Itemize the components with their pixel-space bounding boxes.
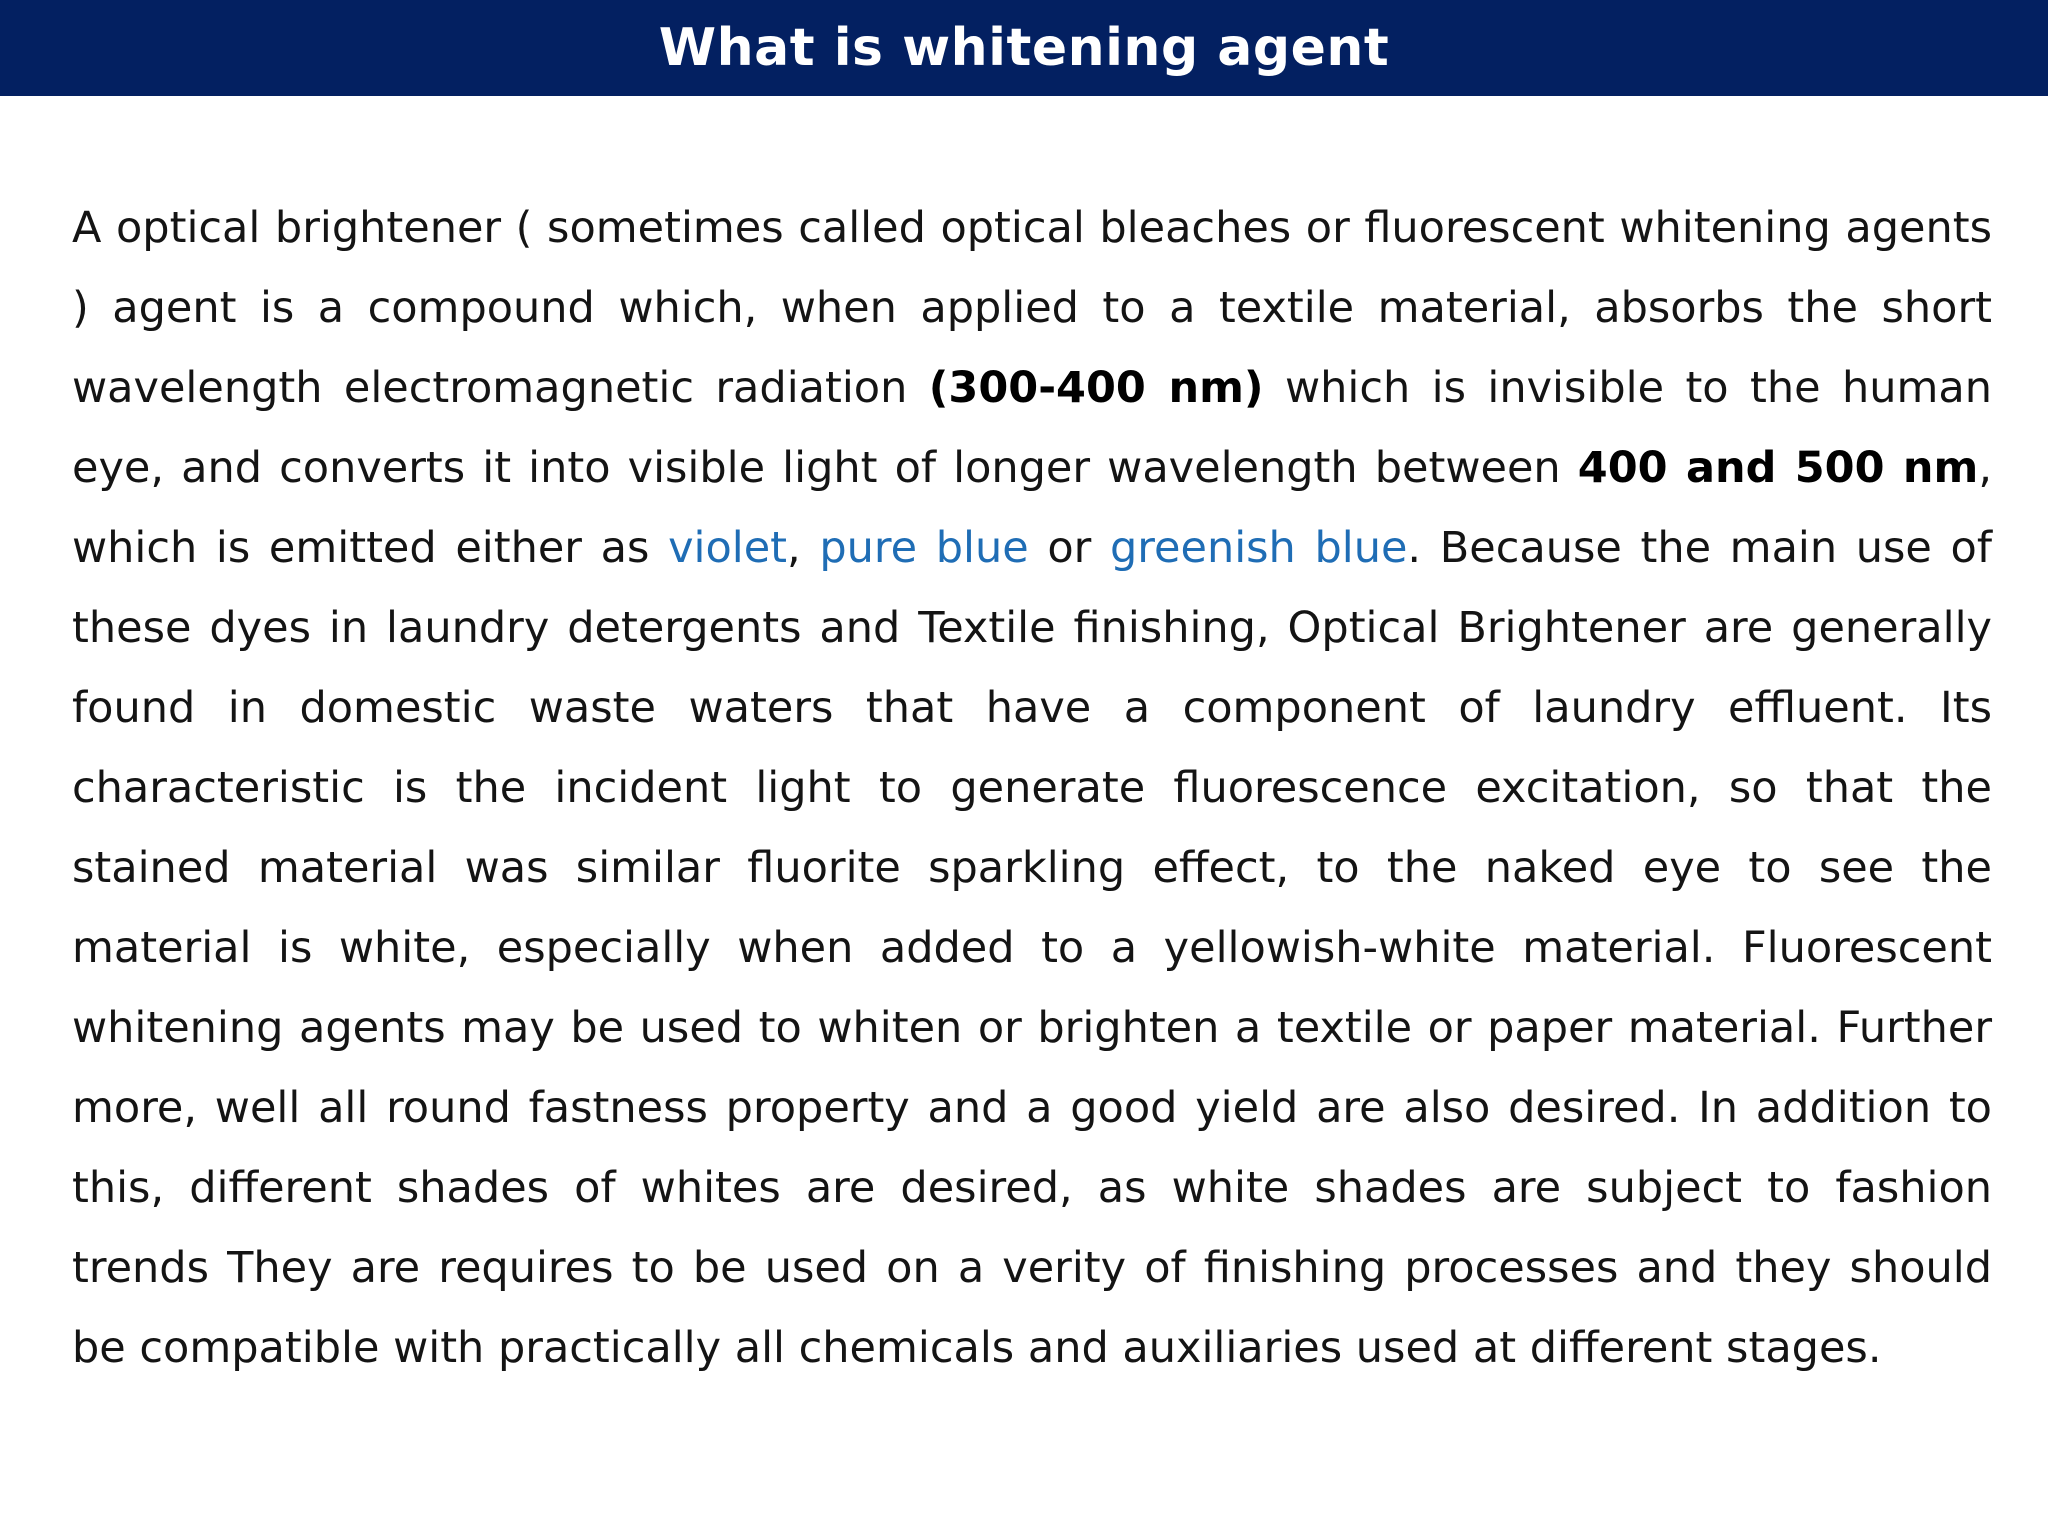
slide-title: What is whitening agent xyxy=(658,18,1390,78)
color-term-greenish-blue: greenish blue xyxy=(1110,523,1408,573)
color-term-pure-blue: pure blue xyxy=(819,523,1029,573)
body-paragraph xyxy=(72,188,1992,1388)
body-text-segment: , which is emitted either as xyxy=(72,443,1992,573)
body-text-segment: which is invisible to the human eye, and converts it into visible light of longer wavelength between xyxy=(72,363,1992,493)
title-bar xyxy=(0,0,2048,96)
wavelength-range-visible: 400 and 500 nm xyxy=(1577,443,1979,493)
body-text-segment: , xyxy=(787,523,820,573)
color-term-violet: violet xyxy=(668,523,788,573)
body-text-segment: . Because the main use of these dyes in laundry detergents and Textile finishing, Optical Brightener are generally found in domestic waste waters that have a component of laundry effluent. Its characteristic is the incident light to generate fluorescence excitation, so that the stained material was similar fluorite sparkling effect, to the naked eye to see the material is white, especially when added to a yellowish-white material. Fluorescent whitening agents may be used to whiten or brighten a textile or paper material. Further more, well all round fastness property and a good yield are also desired. In addition to this, different shades of whites are desired, as white shades are subject to fashion trends They are requires to be used on a verity of finishing processes and they should be compatible with practically all chemicals and auxiliaries used at different stages. xyxy=(72,523,1992,1373)
body-text-segment: A optical brightener ( sometimes called optical bleaches or fluorescent whitening agents ) agent is a compound which, when applied to a textile material, absorbs the short wavelength electromagnetic radiation xyxy=(72,203,1992,413)
body-text-segment: or xyxy=(1028,523,1111,573)
wavelength-range-uv: (300-400 nm) xyxy=(928,363,1264,413)
